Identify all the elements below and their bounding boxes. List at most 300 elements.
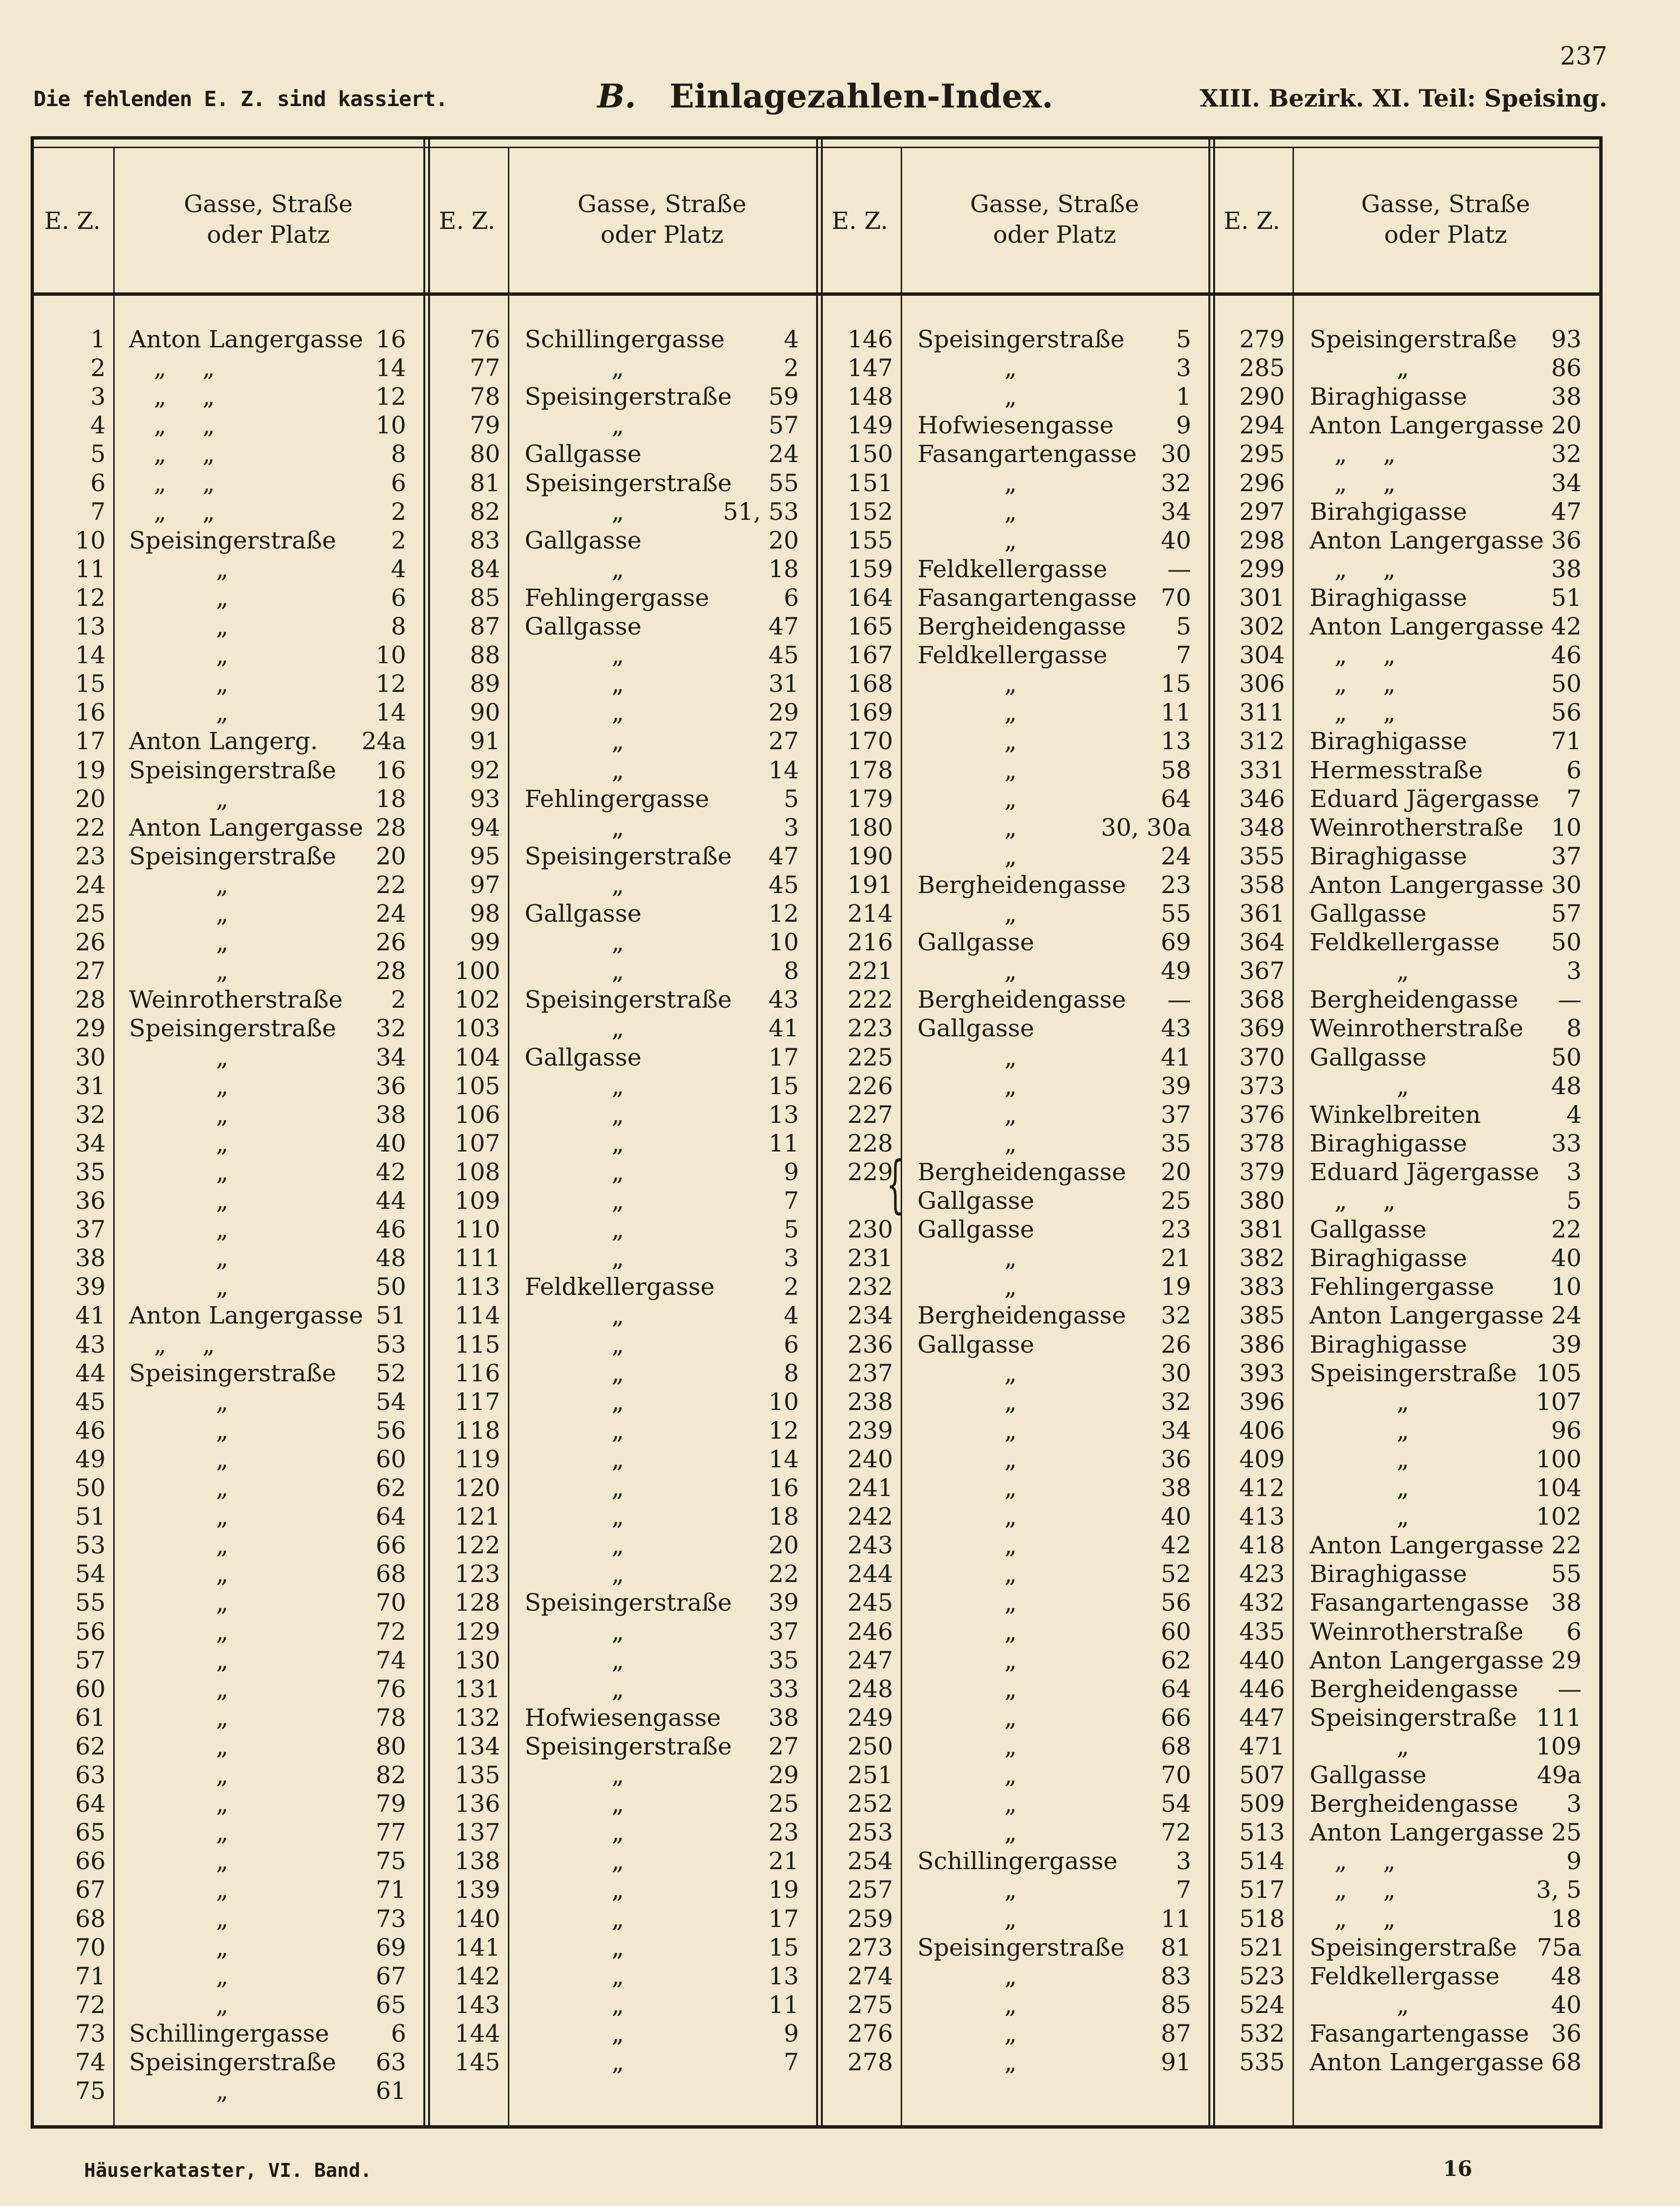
ditto-mark: „ xyxy=(1004,1991,1017,2019)
house-number: 105 xyxy=(1536,1359,1582,1387)
street-name: Gallgasse xyxy=(917,1216,1034,1243)
ditto-mark: „ xyxy=(1004,1618,1017,1646)
ez-number: 146 xyxy=(847,325,893,353)
ez-number: 447 xyxy=(1239,1704,1285,1732)
district-heading: XIII. Bezirk. XI. Teil: Speising. xyxy=(1200,84,1607,112)
ez-number: 135 xyxy=(454,1761,500,1789)
ditto-mark: „ xyxy=(612,1876,624,1904)
house-number: 3 xyxy=(1566,1790,1582,1818)
house-number: 54 xyxy=(376,1388,406,1416)
street-name: Anton Langergasse xyxy=(1310,1819,1544,1846)
ditto-mark: „ xyxy=(612,1790,624,1818)
street-header-line2: oder Platz xyxy=(993,221,1116,248)
ez-number: 81 xyxy=(470,469,500,497)
ditto-mark: „ xyxy=(1004,1819,1017,1846)
ez-number: 29 xyxy=(75,1014,106,1042)
house-number: 23 xyxy=(768,1819,799,1846)
street-name: Anton Langergasse xyxy=(1310,1531,1544,1559)
ez-number: 119 xyxy=(454,1445,500,1473)
house-number: 4 xyxy=(1566,1101,1582,1129)
house-number: 69 xyxy=(376,1934,406,1961)
ditto-mark: „ xyxy=(1004,842,1017,870)
house-number: 45 xyxy=(768,641,799,669)
ez-number: 32 xyxy=(75,1101,106,1129)
ez-number: 91 xyxy=(470,727,500,755)
house-number: 9 xyxy=(1566,1847,1582,1875)
ditto-mark: „ xyxy=(1397,1072,1409,1100)
house-number: 59 xyxy=(768,383,799,410)
ez-number: 278 xyxy=(847,2048,893,2076)
house-number: 47 xyxy=(768,842,799,870)
ditto-mark: „ xyxy=(612,2048,624,2076)
house-number: 30 xyxy=(1551,871,1582,899)
house-number: 73 xyxy=(376,1905,406,1933)
ez-number: 35 xyxy=(75,1158,106,1186)
ez-number: 386 xyxy=(1239,1331,1285,1358)
house-number: 7 xyxy=(1176,641,1191,669)
house-number: 30, 30a xyxy=(1101,814,1191,841)
ez-number: 238 xyxy=(847,1388,893,1416)
street-name: Gallgasse xyxy=(917,1014,1034,1042)
ditto-mark: „ xyxy=(216,1589,228,1616)
ditto-mark: „ xyxy=(612,670,624,698)
house-number: 16 xyxy=(768,1474,799,1502)
house-number: 5 xyxy=(1176,325,1191,353)
street-name: Biraghigasse xyxy=(1310,1560,1467,1588)
ez-number: 99 xyxy=(470,928,500,956)
ez-number: 254 xyxy=(847,1847,893,1875)
page-title xyxy=(597,77,1053,116)
ez-number: 53 xyxy=(75,1531,106,1559)
ez-number: 396 xyxy=(1239,1388,1285,1416)
ez-number: 169 xyxy=(847,699,893,726)
ez-column-header: E. Z. xyxy=(439,207,495,235)
house-number: 45 xyxy=(768,871,799,899)
house-number: 50 xyxy=(376,1273,406,1301)
ditto-mark: „ xyxy=(612,699,624,726)
ez-number: 517 xyxy=(1239,1876,1285,1904)
ez-number: 143 xyxy=(454,1991,500,2019)
house-number: 50 xyxy=(1551,1044,1582,1071)
street-name: Fasangartengasse xyxy=(1310,2020,1529,2047)
street-name: Feldkellergasse xyxy=(1310,1962,1500,1990)
ez-number: 304 xyxy=(1239,641,1285,669)
house-number: 38 xyxy=(768,1704,799,1732)
ez-number: 46 xyxy=(75,1417,106,1444)
house-number: 16 xyxy=(376,325,406,353)
house-number: 14 xyxy=(376,699,406,726)
house-number: 50 xyxy=(1551,670,1582,698)
ez-number: 382 xyxy=(1239,1244,1285,1272)
house-number: 30 xyxy=(1161,1359,1191,1387)
house-number: 10 xyxy=(376,641,406,669)
ditto-mark: „ xyxy=(612,354,624,382)
ditto-mark: „ xyxy=(612,1618,624,1646)
house-number: 3, 5 xyxy=(1536,1876,1582,1904)
house-number: 66 xyxy=(376,1531,406,1559)
house-number: 107 xyxy=(1536,1388,1582,1416)
house-number: 9 xyxy=(1176,411,1191,439)
ez-number: 523 xyxy=(1239,1962,1285,1990)
street-header-line1: Gasse, Straße xyxy=(1361,190,1530,218)
house-number: 86 xyxy=(1551,354,1582,382)
ez-number: 105 xyxy=(454,1072,500,1100)
ez-number: 364 xyxy=(1239,928,1285,956)
street-name: Gallgasse xyxy=(525,613,642,640)
house-number: 32 xyxy=(1551,440,1582,468)
house-number: — xyxy=(1558,986,1582,1013)
house-number: 96 xyxy=(1551,1417,1582,1444)
house-number: 47 xyxy=(1551,498,1582,526)
ditto-mark: „ xyxy=(216,1503,228,1530)
ez-number: 378 xyxy=(1239,1130,1285,1157)
ditto-mark: „ xyxy=(1004,785,1017,813)
ez-number: 294 xyxy=(1239,411,1285,439)
house-number: 2 xyxy=(784,1273,799,1301)
ez-number: 180 xyxy=(847,814,893,841)
ditto-mark: „ xyxy=(216,1417,228,1444)
house-number: 75 xyxy=(376,1847,406,1875)
house-number: 3 xyxy=(1566,1158,1582,1186)
ditto-mark: „ xyxy=(1004,699,1017,726)
house-number: 20 xyxy=(768,527,799,554)
ditto-mark: „ xyxy=(612,1905,624,1933)
street-name: Fasangartengasse xyxy=(1310,1589,1529,1616)
street-name: Fehlingergasse xyxy=(525,584,710,612)
street-header-line1: Gasse, Straße xyxy=(970,190,1139,218)
ez-number: 103 xyxy=(454,1014,500,1042)
ez-number: 150 xyxy=(847,440,893,468)
ez-column-header: E. Z. xyxy=(831,207,888,235)
house-number: 29 xyxy=(768,1761,799,1789)
ez-number: 259 xyxy=(847,1905,893,1933)
street-name: Anton Langergasse xyxy=(1310,1302,1544,1329)
ez-number: 141 xyxy=(454,1934,500,1961)
house-number: 5 xyxy=(784,785,799,813)
house-number: 81 xyxy=(1161,1934,1191,1961)
house-number: 24 xyxy=(376,900,406,927)
ez-number: 71 xyxy=(75,1962,106,1990)
ditto-mark: „ xyxy=(1004,1445,1017,1473)
ez-number: 418 xyxy=(1239,1531,1285,1559)
house-number: 50 xyxy=(1551,928,1582,956)
ez-number: 31 xyxy=(75,1072,106,1100)
ez-number: 13 xyxy=(75,613,106,640)
street-name: Biraghigasse xyxy=(1310,727,1467,755)
ez-number: 2 xyxy=(90,354,106,382)
ez-number: 164 xyxy=(847,584,893,612)
ditto-mark: „ xyxy=(216,1130,228,1157)
ditto-mark: „ xyxy=(1004,1417,1017,1444)
house-number: 11 xyxy=(768,1130,799,1157)
house-number: 9 xyxy=(784,2020,799,2047)
ez-number: 383 xyxy=(1239,1273,1285,1301)
street-name: Gallgasse xyxy=(525,1044,642,1071)
ditto-mark: „ xyxy=(612,1675,624,1703)
house-number: 34 xyxy=(1161,1417,1191,1444)
ez-number: 406 xyxy=(1239,1417,1285,1444)
ditto-mark: „ xyxy=(1004,1704,1017,1732)
house-number: 28 xyxy=(376,957,406,985)
ez-number: 231 xyxy=(847,1244,893,1272)
ez-number: 88 xyxy=(470,641,500,669)
house-number: 6 xyxy=(391,469,406,497)
street-name: Gallgasse xyxy=(1310,900,1427,927)
ez-number: 136 xyxy=(454,1790,500,1818)
ditto-mark: „ xyxy=(216,1905,228,1933)
house-number: 87 xyxy=(1161,2020,1191,2047)
ditto-mark: „ xyxy=(612,1072,624,1100)
street-name: Speisingerstraße xyxy=(525,383,732,410)
ditto-mark: „ xyxy=(1004,354,1017,382)
ditto-mark: „ xyxy=(612,1934,624,1961)
ez-number: 245 xyxy=(847,1589,893,1616)
ez-number: 244 xyxy=(847,1560,893,1588)
ez-number: 44 xyxy=(75,1359,106,1387)
house-number: 25 xyxy=(1551,1819,1582,1846)
house-number: 32 xyxy=(1161,1388,1191,1416)
house-number: — xyxy=(1167,555,1191,583)
ez-number: 113 xyxy=(454,1273,500,1301)
house-number: 8 xyxy=(391,613,406,640)
house-number: 11 xyxy=(1161,1905,1191,1933)
house-number: 68 xyxy=(376,1560,406,1588)
house-number: 6 xyxy=(784,1331,799,1358)
house-number: 10 xyxy=(768,928,799,956)
house-number: 51 xyxy=(1551,584,1582,612)
street-name: Bergheidengasse xyxy=(1310,986,1518,1013)
ditto-mark: „ xyxy=(612,1646,624,1674)
house-number: 38 xyxy=(1551,383,1582,410)
ditto-mark: „ xyxy=(612,814,624,841)
house-number: 28 xyxy=(376,814,406,841)
ez-number: 216 xyxy=(847,928,893,956)
ez-number: 346 xyxy=(1239,785,1285,813)
street-name: Speisingerstraße xyxy=(525,842,732,870)
ez-number: 122 xyxy=(454,1531,500,1559)
house-number: 62 xyxy=(1161,1646,1191,1674)
ez-number: 535 xyxy=(1239,2048,1285,2076)
house-number: 3 xyxy=(1566,957,1582,985)
ditto-mark: „ xyxy=(216,1158,228,1186)
ez-number: 140 xyxy=(454,1905,500,1933)
ez-number: 106 xyxy=(454,1101,500,1129)
street-name: Bergheidengasse xyxy=(917,871,1126,899)
house-number: 36 xyxy=(376,1072,406,1100)
ditto-mark: „ xyxy=(1397,354,1409,382)
ditto-mark: „ xyxy=(1004,1790,1017,1818)
ditto-mark: „ xyxy=(1004,1675,1017,1703)
ditto-mark: „ xyxy=(612,1101,624,1129)
ditto-mark: „ xyxy=(612,957,624,985)
house-number: 12 xyxy=(768,1417,799,1444)
house-number: 7 xyxy=(784,1187,799,1215)
street-name: Weinrotherstraße xyxy=(129,986,343,1013)
house-number: 22 xyxy=(1551,1531,1582,1559)
ez-number: 38 xyxy=(75,1244,106,1272)
street-name: Anton Langergasse xyxy=(1310,1646,1544,1674)
house-number: 9 xyxy=(784,1158,799,1186)
street-name: Speisingerstraße xyxy=(129,842,336,870)
ditto-mark: „ xyxy=(612,1531,624,1559)
house-number: 93 xyxy=(1551,325,1582,353)
street-name: Schillingergasse xyxy=(129,2020,329,2047)
ditto-mark: „ xyxy=(1004,1101,1017,1129)
street-name: Speisingerstraße xyxy=(917,325,1125,353)
ez-number: 257 xyxy=(847,1876,893,1904)
street-name: Speisingerstraße xyxy=(525,1733,732,1760)
house-number: 67 xyxy=(376,1962,406,1990)
street-name: Bergheidengasse xyxy=(917,1302,1126,1329)
house-number: 55 xyxy=(1161,900,1191,927)
house-number: 36 xyxy=(1161,1445,1191,1473)
ditto-mark: „ xyxy=(1004,498,1017,526)
house-number: 4 xyxy=(784,1302,799,1329)
house-number: 20 xyxy=(1161,1158,1191,1186)
street-name: Fasangartengasse xyxy=(917,584,1137,612)
ez-number: 110 xyxy=(454,1216,500,1243)
ez-number: 393 xyxy=(1239,1359,1285,1387)
house-number: 57 xyxy=(768,411,799,439)
ditto-mark: „ xyxy=(612,1560,624,1588)
house-number: 37 xyxy=(1551,842,1582,870)
house-number: 39 xyxy=(1161,1072,1191,1100)
ez-number: 532 xyxy=(1239,2020,1285,2047)
street-name: Hermesstraße xyxy=(1310,756,1483,784)
house-number: 37 xyxy=(1161,1101,1191,1129)
ditto-mark: „ xyxy=(1397,1474,1409,1502)
ez-number: 298 xyxy=(1239,527,1285,554)
house-number: 66 xyxy=(1161,1704,1191,1732)
ez-number: 1 xyxy=(90,325,106,353)
ditto-mark: „ xyxy=(612,555,624,583)
ez-number: 138 xyxy=(454,1847,500,1875)
ditto-mark: „ xyxy=(216,1618,228,1646)
house-number: 71 xyxy=(1551,727,1582,755)
house-number: 18 xyxy=(768,1503,799,1530)
ez-number: 56 xyxy=(75,1618,106,1646)
ditto-mark: „ xyxy=(1004,1646,1017,1674)
ditto-mark: „ xyxy=(216,1675,228,1703)
house-number: 44 xyxy=(376,1187,406,1215)
street-name: Anton Langergasse xyxy=(1310,411,1544,439)
ez-number: 221 xyxy=(847,957,893,985)
house-number: 46 xyxy=(1551,641,1582,669)
house-number: 4 xyxy=(391,555,406,583)
ditto-mark: „ xyxy=(1004,1130,1017,1157)
house-number: 4 xyxy=(784,325,799,353)
ez-number: 147 xyxy=(847,354,893,382)
street-name: Anton Langerg. xyxy=(129,727,318,755)
street-name: Speisingerstraße xyxy=(1310,325,1517,353)
house-number: 7 xyxy=(1176,1876,1191,1904)
section-title: Einlagezahlen-Index. xyxy=(669,77,1054,116)
ez-number: 15 xyxy=(75,670,106,698)
ez-number: 7 xyxy=(90,498,106,526)
ez-number: 514 xyxy=(1239,1847,1285,1875)
ez-number: 60 xyxy=(75,1675,106,1703)
column-divider xyxy=(1208,136,1210,2129)
ez-number: 355 xyxy=(1239,842,1285,870)
street-header-line2: oder Platz xyxy=(1384,221,1508,248)
ditto-mark: „ xyxy=(1004,1905,1017,1933)
ez-number: 41 xyxy=(75,1302,106,1329)
house-number: 48 xyxy=(1551,1962,1582,1990)
street-name: Feldkellergasse xyxy=(525,1273,715,1301)
ez-number: 507 xyxy=(1239,1761,1285,1789)
ditto-mark: „ xyxy=(1004,727,1017,755)
house-number: 75a xyxy=(1537,1934,1582,1961)
ez-number: 37 xyxy=(75,1216,106,1243)
ez-divider xyxy=(113,147,115,2129)
ez-number: 246 xyxy=(847,1618,893,1646)
ez-number: 312 xyxy=(1239,727,1285,755)
house-number: 32 xyxy=(1161,469,1191,497)
ditto-mark: „ xyxy=(1004,1273,1017,1301)
ditto-mark: „ xyxy=(612,1388,624,1416)
house-number: 14 xyxy=(376,354,406,382)
house-number: 76 xyxy=(376,1675,406,1703)
street-name: Weinrotherstraße xyxy=(1310,1618,1524,1646)
ez-number: 412 xyxy=(1239,1474,1285,1502)
house-number: 24 xyxy=(1161,842,1191,870)
ez-number: 370 xyxy=(1239,1044,1285,1071)
ez-number: 252 xyxy=(847,1790,893,1818)
house-number: 43 xyxy=(768,986,799,1013)
house-number: 64 xyxy=(1161,1675,1191,1703)
street-name: Bergheidengasse xyxy=(917,1158,1126,1186)
ez-number: 165 xyxy=(847,613,893,640)
house-number: 38 xyxy=(1161,1474,1191,1502)
house-number: 60 xyxy=(376,1445,406,1473)
house-number: 34 xyxy=(376,1044,406,1071)
house-number: 83 xyxy=(1161,1962,1191,1990)
ditto-mark: „ xyxy=(612,756,624,784)
street-name: Winkelbreiten xyxy=(1310,1101,1481,1129)
house-number: 5 xyxy=(1176,613,1191,640)
house-number: 48 xyxy=(1551,1072,1582,1100)
house-number: 68 xyxy=(1161,1733,1191,1760)
ditto-mark: „ xyxy=(1004,469,1017,497)
ditto-mark: „ xyxy=(612,1158,624,1186)
ditto-mark: „ „ xyxy=(154,354,215,382)
street-header-line1: Gasse, Straße xyxy=(577,190,747,218)
street-name: Eduard Jägergasse xyxy=(1310,785,1540,813)
house-number: 3 xyxy=(1176,354,1191,382)
ditto-mark: „ xyxy=(1004,383,1017,410)
house-number: 70 xyxy=(376,1589,406,1616)
ez-number: 440 xyxy=(1239,1646,1285,1674)
ditto-mark: „ „ xyxy=(1335,1187,1396,1215)
house-number: 58 xyxy=(1161,756,1191,784)
ez-number: 152 xyxy=(847,498,893,526)
ez-number: 49 xyxy=(75,1445,106,1473)
ez-number: 6 xyxy=(90,469,106,497)
house-number: 74 xyxy=(376,1646,406,1674)
house-number: 60 xyxy=(1161,1618,1191,1646)
ditto-mark: „ xyxy=(1004,527,1017,554)
street-name: Anton Langergasse xyxy=(1310,871,1544,899)
ditto-mark: „ xyxy=(612,1991,624,2019)
street-name: Anton Langergasse xyxy=(129,325,364,353)
ez-number: 100 xyxy=(454,957,500,985)
ditto-mark: „ xyxy=(1004,1388,1017,1416)
house-number: 5 xyxy=(784,1216,799,1243)
ez-number: 234 xyxy=(847,1302,893,1329)
ditto-mark: „ xyxy=(1004,1589,1017,1616)
ez-number: 97 xyxy=(470,871,500,899)
ez-number: 82 xyxy=(470,498,500,526)
